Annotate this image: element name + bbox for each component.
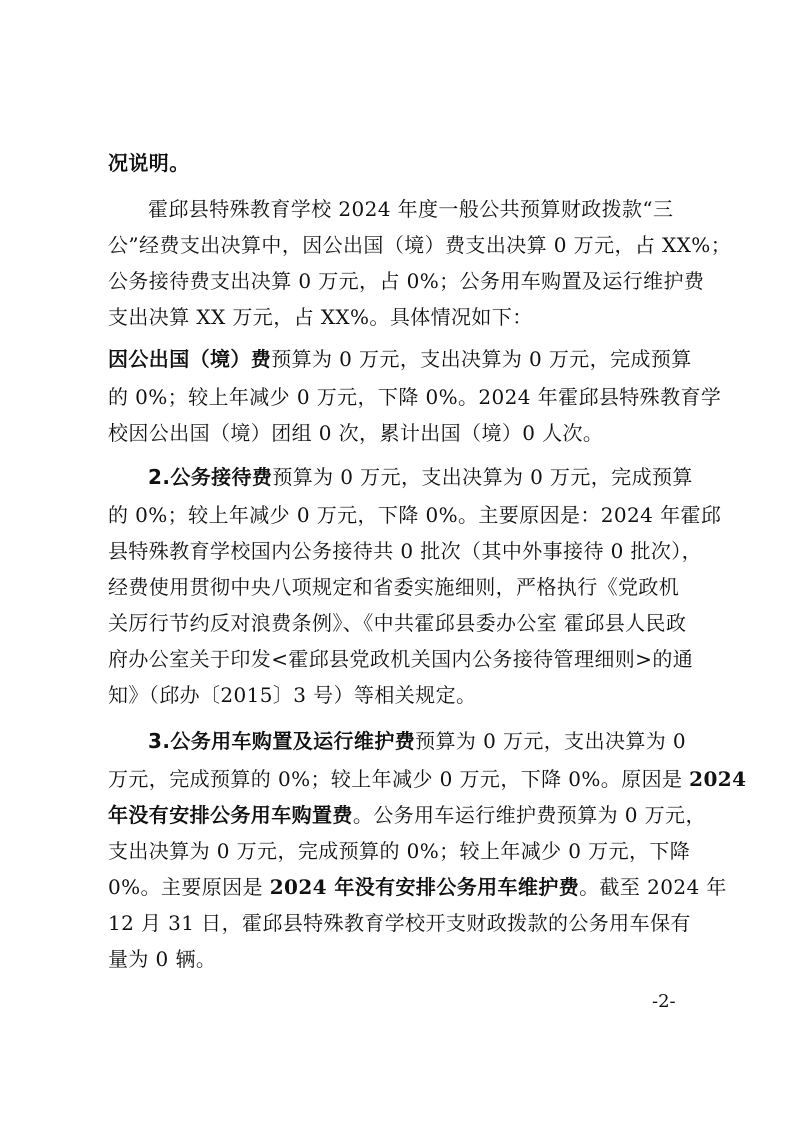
- item3-text-5a: 0%。主要原因是: [108, 875, 270, 899]
- item2-heading: 2.公务接待费: [148, 465, 273, 489]
- item1-line-3: 校因公出国（境）团组 0 次，累计出国（境）0 人次。: [108, 421, 604, 445]
- para1-line-3: 公务接待费支出决算 0 万元，占 0%；公务用车购置及运行维护费: [108, 269, 705, 293]
- page-number: -2-: [652, 991, 676, 1012]
- item3-text-3b: 。公务用车运行维护费预算为 0 万元，: [352, 803, 706, 827]
- item3-line-4: 支出决算为 0 万元，完成预算的 0%；较上年减少 0 万元，下降: [108, 839, 691, 863]
- item1-line-1: [108, 346, 698, 372]
- item2-line-3: 县特殊教育学校国内公务接待共 0 批次（其中外事接待 0 批次），: [108, 539, 703, 563]
- item2-line-1: [148, 464, 698, 490]
- item3-text-5b: 2024 年没有安排公务用车维护费: [269, 875, 580, 899]
- item1-heading: 因公出国（境）费: [108, 347, 272, 371]
- para1-line-1: 霍邱县特殊教育学校 2024 年度一般公共预算财政拨款“三: [148, 197, 674, 221]
- item2-text-1: 预算为 0 万元，支出决算为 0 万元，完成预算: [272, 465, 693, 489]
- item3-line-5: [108, 874, 727, 900]
- item1-line-2: 的 0%；较上年减少 0 万元，下降 0%。2024 年霍邱县特殊教育学: [108, 385, 722, 409]
- item3-text-3a: 年没有安排公务用车购置费: [108, 803, 353, 827]
- item2-line-4: 经费使用贯彻中央八项规定和省委实施细则，严格执行《党政机: [108, 575, 680, 599]
- item3-line-3: [108, 802, 706, 828]
- item3-text-2b: 2024: [689, 767, 747, 791]
- item2-line-6: 府办公室关于印发<霍邱县党政机关国内公务接待管理细则>的通: [108, 647, 694, 671]
- intro-tail: 况说明。: [108, 151, 190, 175]
- para1-line-2: 公”经费支出决算中，因公出国（境）费支出决算 0 万元，占 XX%；: [108, 233, 732, 257]
- item3-line-7: 量为 0 辆。: [108, 947, 217, 971]
- item1-text-1: 预算为 0 万元，支出决算为 0 万元，完成预算: [271, 347, 692, 371]
- item3-text-1: 预算为 0 万元，支出决算为 0: [415, 729, 687, 753]
- item2-line-5: 关厉行节约反对浪费条例》、《中共霍邱县委办公室 霍邱县人民政: [108, 611, 687, 635]
- item3-line-6: 12 月 31 日，霍邱县特殊教育学校开支财政拨款的公务用车保有: [108, 911, 691, 935]
- item3-heading: 3.公务用车购置及运行维护费: [148, 729, 416, 753]
- item3-text-5c: 。截至 2024 年: [579, 875, 727, 899]
- item3-line-2: [108, 766, 747, 792]
- item3-line-1: [148, 728, 698, 754]
- item2-line-2: 的 0%；较上年减少 0 万元，下降 0%。主要原因是：2024 年霍邱: [108, 503, 722, 527]
- para1-line-4: 支出决算 XX 万元，占 XX%。具体情况如下：: [108, 305, 533, 329]
- item3-text-2a: 万元，完成预算的 0%；较上年减少 0 万元，下降 0%。原因是: [108, 767, 690, 791]
- item2-line-7: 知》（邱办〔2015〕3 号）等相关规定。: [108, 683, 477, 707]
